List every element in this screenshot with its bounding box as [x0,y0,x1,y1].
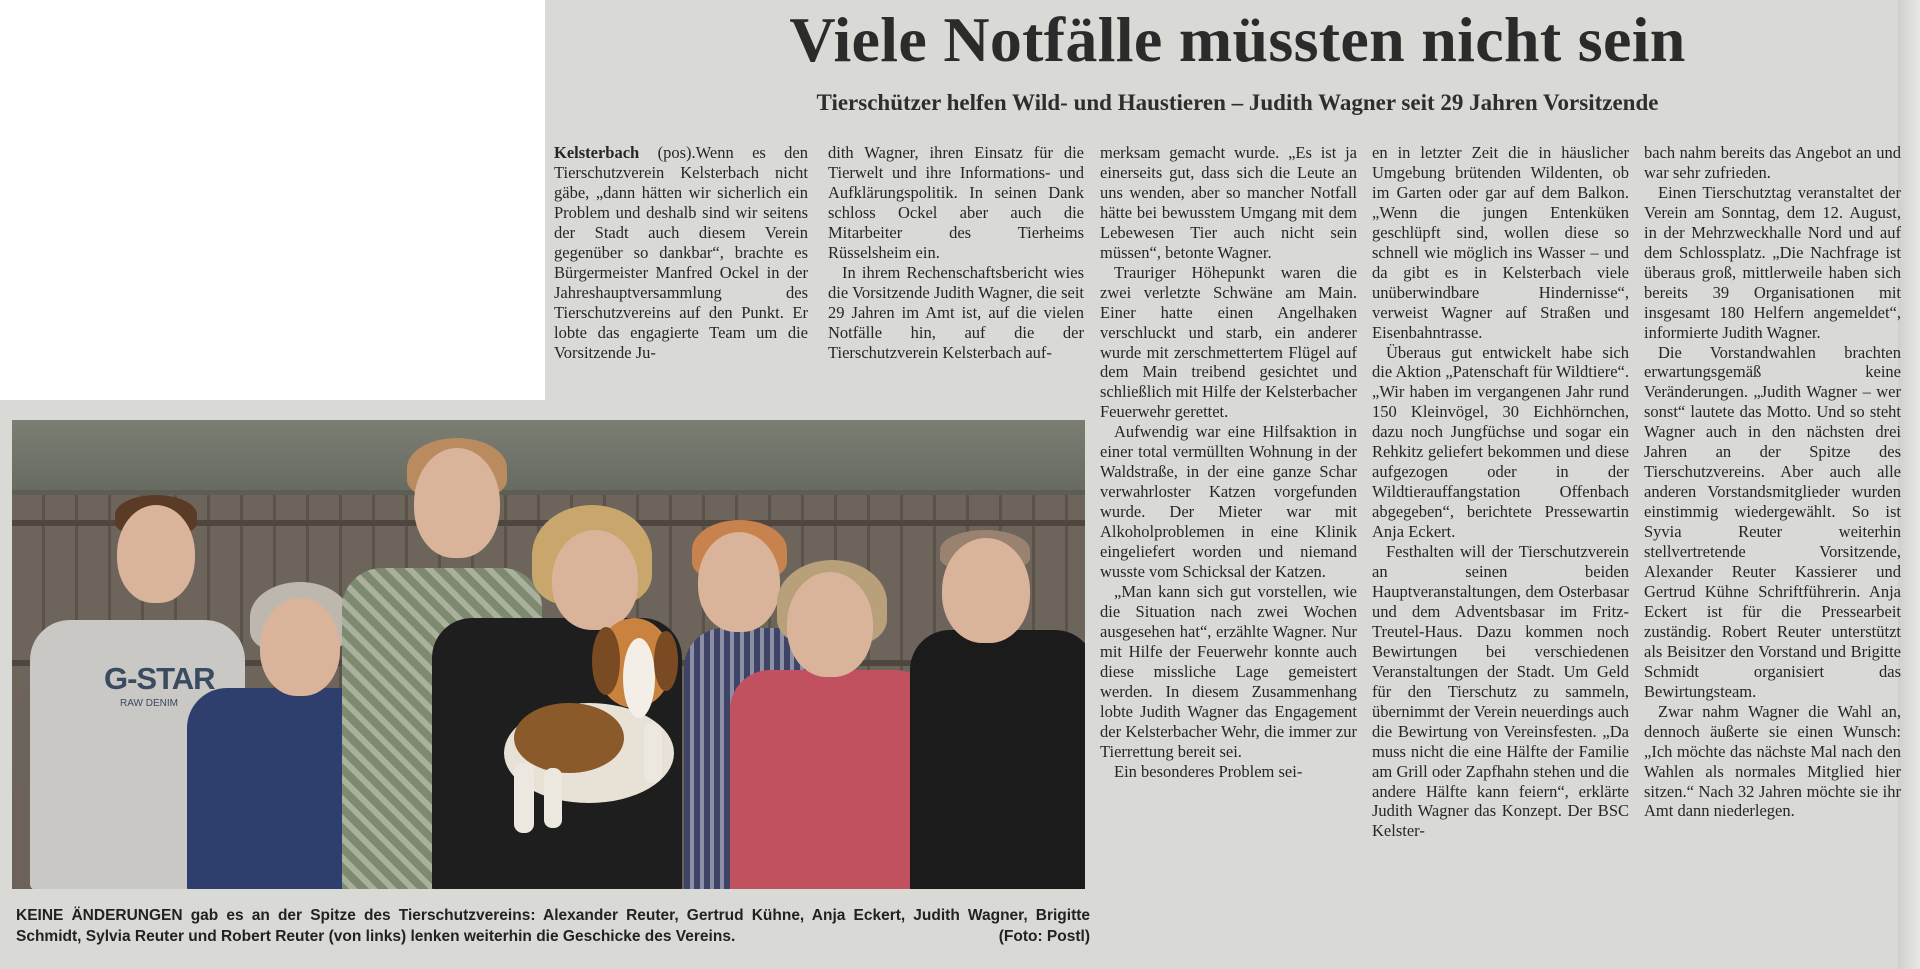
caption-text: gab es an der Spitze des Tierschutzvereins: Alexander Reuter, Gertrud Kühne, Anja Eckert, Judith Wagner, Brigitte Schmidt, Sylvia Reuter und Robert Reuter (von links) lenken weiterhin die Geschicke des Vereins. [16,907,1091,945]
paragraph: dith Wagner, ihren Einsatz für die Tierwelt und ihre Informations- und Aufklärungspolitik. In seinen Dank schloss Ockel aber auch die Mitarbeiter des Tierheims Rüsselsheim ein. [828,143,1084,262]
paragraph: In ihrem Rechenschaftsbericht wies die Vorsitzende Judith Wagner, die seit 29 Jahren im Amt ist, auf die vielen Notfälle hin, auf die der Tierschutzverein Kelsterbach auf- [828,262,1084,362]
agency: (pos). [657,143,696,162]
paragraph: Trauriger Höhepunkt waren die zwei verletzte Schwäne am Main. Einer hatte einen Angelhaken verschluckt und starb, ein anderer wurde mit zerschmettertem Flügel auf dem Main treibend gesichtet und schließlich mit Hilfe der Kelsterbacher Feuerwehr gerettet. [1100,262,1357,422]
paragraph: en in letzter Zeit die in häuslicher Umgebung brütenden Wildenten, ob im Garten oder gar auf dem Balkon. „Wenn die jungen Entenküken geschlüpft sind, wollen diese so schnell wie möglich ins Wasser – und da gibt es in Kelsterbach viele unüberwindbare Hindernisse“, verweist Wagner auf Straßen und Eisenbahntrasse. [1372,143,1629,342]
blank-corner [0,0,545,400]
shirt-logo: G-STAR [104,661,215,696]
paragraph: Einen Tierschutztag veranstaltet der Verein am Sonntag, dem 12. August, in der Mehrzweckhalle Nord und auf dem Schlossplatz. „Die Nachfrage ist überaus groß, mittlerweile haben sich bereits 39 Organisationen mit insgesamt 180 Helfern angemeldet“, informierte Judith Wagner. [1644,182,1901,342]
article-subheadline: Tierschützer helfen Wild- und Haustieren – Judith Wagner seit 29 Jahren Vorsitzende [816,90,1659,115]
column-5 [1644,143,1901,821]
paragraph: merksam gemacht wurde. „Es ist ja einerseits gut, dass sich die Leute an uns wenden, aber so mancher Notfall hätte bei bewusstem Umgang mit dem Lebewesen Tier auch nicht sein müssen“, betonte Wagner. [1100,143,1357,262]
paragraph: Zwar nahm Wagner die Wahl an, dennoch äußerte sie einen Wunsch: „Ich möchte das nächste Mal nach den Wahlen als normales Mitglied hier sitzen.“ Nach 32 Jahren möchte sie ihr Amt dann niederlegen. [1644,701,1901,821]
paragraph: Ein besonderes Problem sei- [1114,761,1303,781]
person-robert-reuter [910,630,1085,889]
dateline: Kelsterbach [554,143,640,162]
column-1 [554,143,808,393]
person-sylvia-reuter [730,670,935,889]
photo-background-trees [12,420,1085,490]
paragraph [554,143,808,362]
photo-credit: (Foto: Postl) [998,928,1090,945]
person-face [698,532,780,632]
caption-lead: KEINE ÄNDERUNGEN [16,907,183,924]
person-face [414,448,500,558]
paragraph: Überaus gut entwickelt habe sich die Aktion „Patenschaft für Wildtiere“. „Wir haben im vergangenen Jahr rund 150 Kleinvögel, 30 Eichhörnchen, dazu noch Jungfüchse und sogar ein Rehkitz geliefert bekommen und diese aufgezogen oder in der Wildtierauffangstation Offenbach abgegeben“, berichtete Pressewartin Anja Eckert. [1372,342,1629,542]
clipping-edge [1898,0,1920,969]
paragraph: Die Vorstandwahlen brachten erwartungsgemäß keine Veränderungen. „Judith Wagner – wer sonst“ lautete das Motto. Und so steht Wagner auch in den nächsten drei Jahren an der Spitze des Tierschutzvereins. Aber auch alle anderen Vorstandsmitglieder wurden einstimmig wiedergewählt. So ist Syvia Reuter weiterhin stellvertretende Vorsitzende, Alexander Reuter Kassierer und Gertrud Kühne Schriftführerin. Anja Eckert ist für die Pressearbeit zuständig. Robert Reuter unterstützt als Beisitzer den Vorstand und Brigitte Schmidt organisiert das Bewirtungsteam. [1644,342,1901,701]
paragraph: Aufwendig war eine Hilfsaktion in einer total vermüllten Wohnung in der Waldstraße, in der eine ganze Schar verwahrloster Katzen vorgefunden wurde. Der Mieter war mit Alkoholproblemen in eine Klinik eingeliefert worden und niemand wusste vom Schicksal der Katzen. [1100,422,1357,582]
paragraph: bach nahm bereits das Angebot an und war sehr zufrieden. [1644,143,1901,182]
person-face [942,538,1030,643]
person-face [787,572,873,677]
column-4 [1372,143,1629,841]
paragraph: Festhalten will der Tierschutzverein an seinen beiden Hauptveranstaltungen, dem Osterbasar und dem Adventsbasar im Fritz-Treutel-Haus. Dazu kommen noch Bewirtungen bei verschiedenen Veranstaltungen der Stadt. Um Geld für den Tierschutz zu sammeln, übernimmt der Verein neuerdings auch die Bewirtung von Vereinsfesten. „Da muss nicht die eine Hälfte der Familie am Grill oder Zapfhahn stehen und die andere Hälfte kann feiern“, erklärte Judith Wagner das Konzept. Der BSC Kelster- [1372,542,1629,841]
photo-caption [16,905,1090,947]
person-face [260,598,340,696]
article-headline: Viele Notfälle müssten nicht sein [789,4,1686,75]
paragraph: „Man kann sich gut vorstellen, wie die Situation nach zwei Wochen ausgesehen hat“, erzählte Wagner. Nur mit Hilfe der Feuerwehr konnte auch diese missliche Lage gemeistert werden. In diesem Zusammenhang lobte Judith Wagner das Engagement der Kelsterbacher Wehr, die immer zur Tierrettung bereit sei. [1100,581,1357,761]
paragraph-text: Wenn es den Tierschutzverein Kelsterbach nicht gäbe, „dann hätten wir sicherlich ein Problem und deshalb sind wir seitens der Stadt auch diesem Verein gegenüber so dankbar“, brachte es Bürgermeister Manfred Ockel in der Jahreshauptversammlung des Tierschutzvereins auf den Punkt. Er lobte das engagierte Team um die Vorsitzende Ju- [554,143,808,362]
group-photo [12,420,1085,889]
column-2 [828,143,1084,393]
beagle-dog [474,603,689,833]
column-3 [1100,143,1357,782]
shirt-logo-sub: RAW DENIM [120,698,178,709]
person-face [117,505,195,603]
